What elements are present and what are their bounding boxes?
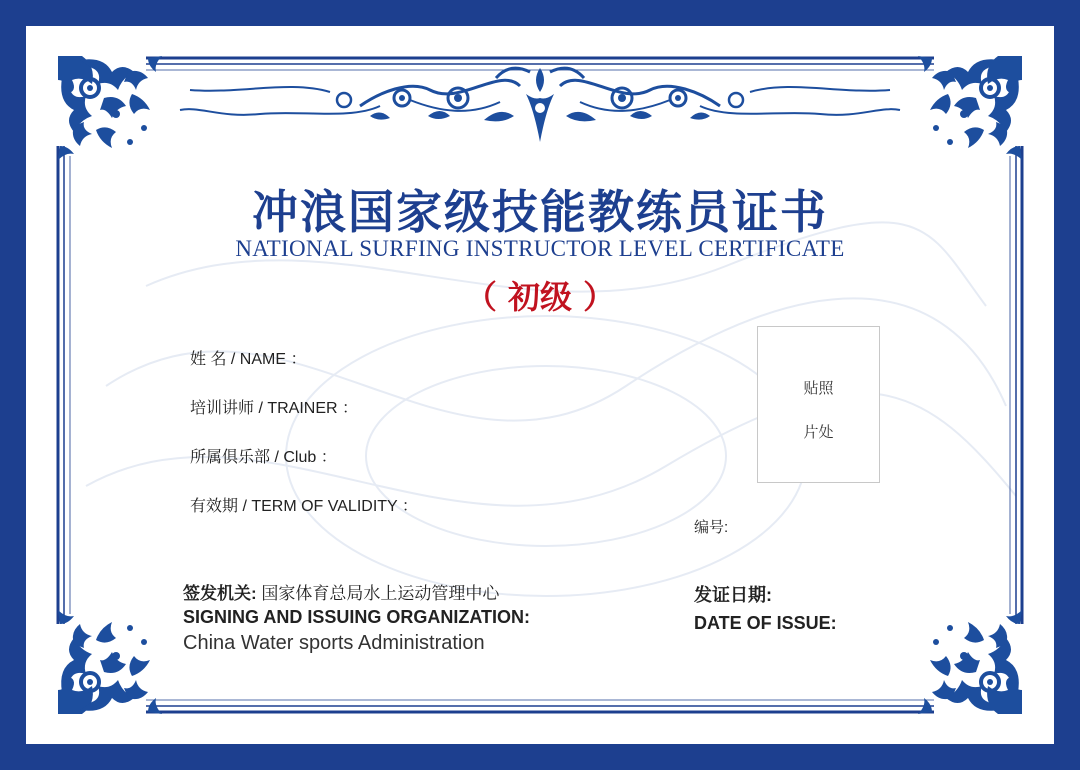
issuer-cn-row <box>183 579 499 604</box>
certificate-title-en: NATIONAL SURFING INSTRUCTOR LEVEL CERTIFICATE <box>235 236 845 261</box>
club-field-label: 所属俱乐部 / Club ： <box>190 449 337 466</box>
issuer-label-cn: 签发机关: <box>183 584 257 603</box>
name-field-label: 姓 名 / NAME ： <box>190 351 307 368</box>
issuer-value-en: China Water sports Administration <box>183 632 485 654</box>
ornamental-frame <box>26 26 1054 744</box>
photo-placeholder-line1: 贴照 <box>803 379 834 397</box>
issuer-label-en: SIGNING AND ISSUING ORGANIZATION: <box>183 607 531 627</box>
top-scroll-ornament <box>180 68 900 142</box>
issue-date-label-en: DATE OF ISSUE: <box>694 613 837 633</box>
trainer-field-label: 培训讲师 / TRAINER ： <box>190 400 359 417</box>
certificate <box>26 26 1054 744</box>
serial-number-label: 编号: <box>694 519 729 536</box>
photo-placeholder <box>757 326 880 483</box>
corner-ornament-top-left <box>58 56 162 160</box>
issue-date-label-cn: 发证日期: <box>694 585 772 605</box>
validity-field-label: 有效期 / TERM OF VALIDITY ： <box>190 498 418 515</box>
certificate-title-cn: 冲浪国家级技能教练员证书 <box>252 185 828 239</box>
issuer-value-cn: 国家体育总局水上运动管理中心 <box>261 584 500 603</box>
corner-ornament-bottom-left <box>58 610 162 714</box>
photo-placeholder-line2: 片处 <box>803 423 834 441</box>
corner-ornament-top-right <box>918 56 1022 160</box>
corner-ornament-bottom-right <box>918 610 1022 714</box>
certificate-level: （ 初级 ） <box>464 278 616 316</box>
